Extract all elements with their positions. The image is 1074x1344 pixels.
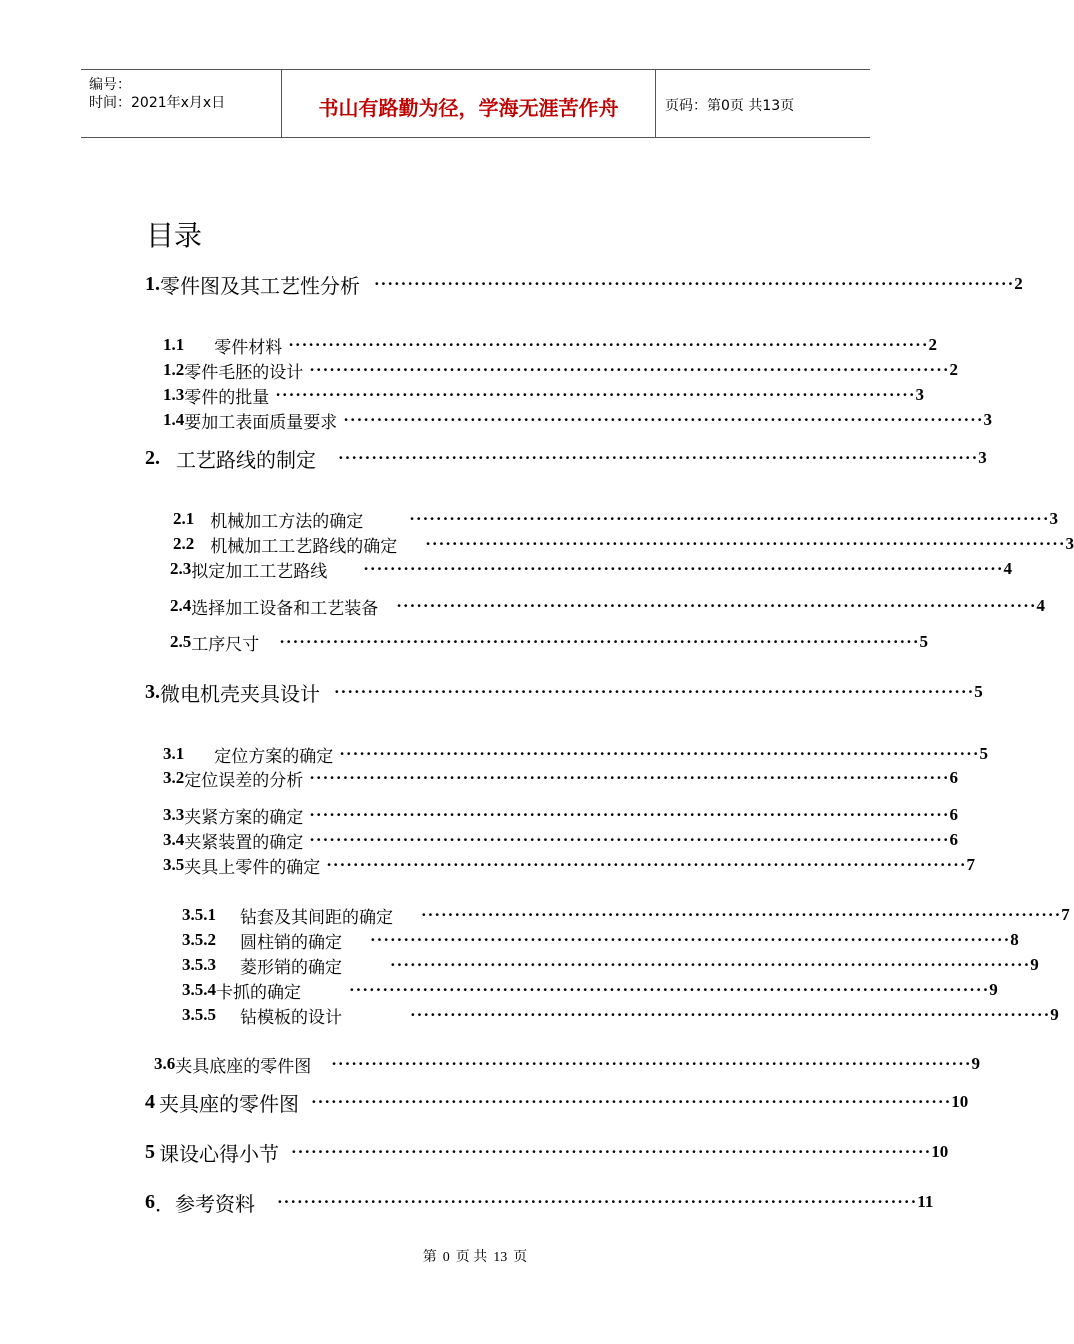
toc-entry[interactable]: 1.1 零件材料 ································································································ 2 [163,334,709,356]
header-page-cell [656,70,870,137]
page-footer [0,1246,950,1266]
toc-entry-number: 4 [145,1090,155,1113]
footer-total-pages: 13 [493,1250,508,1265]
header-meta-cell [81,70,282,137]
toc-entry-text: 钻模板的设计 [240,1007,342,1028]
toc-entry-page: 2 [949,360,959,379]
toc-entry-page: 3 [978,448,987,467]
toc-entry[interactable]: 2.4 选择加工设备和工艺装备 ································································································ 4 [170,595,706,617]
toc-entry-number: 6 [145,1190,155,1213]
page-header [81,69,870,138]
toc-entry-number: 1.1 [163,335,185,354]
toc-entry-number: 3.5.2 [182,930,216,949]
toc-entry-page: 4 [1003,559,1013,578]
toc-entry[interactable]: 1.2 零件毛胚的设计 ································································································ 2 [163,359,709,381]
toc-entry-page: 10 [951,1092,969,1111]
toc-entry[interactable]: 3. 微电机壳夹具设计 ································································································ 5 [145,681,706,703]
toc-entry-page: 4 [1036,596,1046,615]
toc-title: 目录 [146,219,203,252]
toc-entry-number: 3.3 [163,805,185,824]
toc-entry-page: 5 [919,632,929,651]
toc-entry-page: 9 [1050,1005,1059,1024]
toc-entry-text: ．参考资料 [155,1191,255,1216]
toc-entry-text: 零件图及其工艺性分析 [160,273,360,298]
toc-entry-number: 5 [145,1140,155,1163]
toc-entry[interactable]: 2.2 机械加工工艺路线的确定 ································································································ 3 [173,533,709,555]
toc-entry-text: 夹紧装置的确定 [184,832,304,853]
toc-entry-page: 3 [1065,534,1074,553]
header-page-info: 页码：第0页 共13页 [665,98,795,114]
toc-entry-text: 钻套及其间距的确定 [240,907,393,928]
toc-entry-text: 工艺路线的制定 [176,447,316,472]
toc-entry-page: 2 [928,335,938,354]
toc-entry[interactable]: 4 夹具座的零件图 ································································································ 10 [145,1091,711,1113]
toc-entry-page: 6 [949,768,959,787]
toc-entry-number: 3.6 [154,1054,176,1073]
toc-entry[interactable]: 3.3 夹紧方案的确定 ································································································ 6 [163,804,709,826]
toc-entry-number: 3.5.1 [182,905,216,924]
toc-entry-page: 5 [979,744,989,763]
toc-entry-page: 7 [966,855,976,874]
toc-entry[interactable]: 3.5 夹具上零件的确定 ································································································ 7 [163,854,709,876]
toc-entry-text: 零件材料 [214,337,283,358]
toc-entry-page: 11 [917,1192,934,1211]
toc-entry-number: 3.5.4 [182,980,216,999]
toc-entry[interactable]: 3.5.2 圆柱销的确定 ································································································ 8 [182,929,706,951]
toc-entry-page: 10 [931,1142,949,1161]
toc-entry-text: 课设心得小节 [159,1141,279,1166]
toc-entry-page: 9 [971,1054,981,1073]
toc-entry-number: 3. [145,680,160,703]
toc-entry-page: 6 [949,805,959,824]
toc-entry-text: 定位方案的确定 [214,746,334,767]
toc-entry-page: 3 [1049,509,1059,528]
toc-entry[interactable]: 3.5.3 菱形销的确定 ································································································ 9 [182,954,706,976]
toc-entry-number: 1.4 [163,410,185,429]
toc-entry-text: 要加工表面质量要求 [184,412,338,433]
toc-entry-number: 2.3 [170,559,192,578]
toc-entry-text: 零件毛胚的设计 [184,362,304,383]
toc-entry-page: 6 [949,830,959,849]
header-motto: 书山有路勤为径，学海无涯苦作舟 [318,96,619,120]
toc-entry-text: 定位误差的分析 [184,770,304,791]
toc-entry-page: 7 [1061,905,1070,924]
toc-entry-text: 零件的批量 [184,387,270,408]
document-time-label: 时间：2021年x月x日 [89,95,226,111]
toc-entry-number: 3.5.3 [182,955,216,974]
toc-entry[interactable]: 2. 工艺路线的制定 ································································································ 3 [145,447,711,469]
toc-entry-page: 3 [915,385,925,404]
toc-entry-text: 机械加工工艺路线的确定 [210,536,398,557]
footer-prefix: 第 [422,1250,437,1265]
toc-entry-text: 夹具底座的零件图 [175,1056,312,1077]
toc-entry[interactable]: 3.5.1 钻套及其间距的确定 ································································································ 7 [182,904,706,926]
toc-entry-number: 2.5 [170,632,192,651]
toc-entry-text: 夹具座的零件图 [159,1091,299,1116]
toc-entry[interactable]: 3.2 定位误差的分析 ································································································ 6 [163,767,709,789]
toc-entry-text: 微电机壳夹具设计 [160,681,320,706]
toc-entry-number: 2.2 [173,534,195,553]
toc-entry-number: 3.4 [163,830,185,849]
toc-entry[interactable]: 3.5.4 卡抓的确定 ································································································ 9 [182,979,704,1001]
toc-entry-number: 2.1 [173,509,195,528]
toc-entry[interactable]: 5 课设心得小节 ································································································ 10 [145,1141,707,1163]
toc-entry-page: 3 [983,410,993,429]
toc-entry[interactable]: 1.4 要加工表面质量要求 ································································································ 3 [163,409,709,431]
footer-suffix: 页 [513,1250,528,1265]
toc-entry-text: 拟定加工工艺路线 [191,561,328,582]
toc-entry-number: 1.2 [163,360,185,379]
toc-entry-page: 9 [1030,955,1039,974]
toc-entry-page: 2 [1014,274,1023,293]
toc-entry[interactable]: 2.1 机械加工方法的确定 ································································································ 3 [173,508,709,530]
toc-entry-text: 菱形销的确定 [240,957,342,978]
toc-entry-page: 5 [974,682,983,701]
toc-entry-number: 1.3 [163,385,185,404]
toc-entry-page: 9 [989,980,998,999]
header-motto-cell [282,70,656,137]
toc-entry-number: 1. [145,272,160,295]
toc-entry[interactable]: 1.3 零件的批量 ································································································ 3 [163,384,709,406]
toc-entry[interactable]: 2.3 拟定加工工艺路线 ································································································ 4 [170,558,706,580]
toc-entry-number: 3.5 [163,855,185,874]
toc-entry-number: 2.4 [170,596,192,615]
document-number-label: 编号： [89,77,131,93]
footer-middle: 页 共 [455,1250,488,1265]
toc-entry-number: 2. [145,446,160,469]
toc-entry[interactable]: 3.1 定位方案的确定 ································································································ 5 [163,743,709,765]
toc-entry-page: 8 [1010,930,1019,949]
toc-entry[interactable]: 1. 零件图及其工艺性分析 ································································································ 2 [145,273,711,295]
toc-entry-text: 夹紧方案的确定 [184,807,304,828]
toc-entry[interactable]: 3.6 夹具底座的零件图 ································································································ 9 [154,1053,708,1075]
toc-entry-text: 圆柱销的确定 [240,932,342,953]
toc-entry-text: 工序尺寸 [191,634,260,655]
toc-entry-number: 3.2 [163,768,185,787]
toc-entry-text: 机械加工方法的确定 [210,511,364,532]
toc-entry-text: 夹具上零件的确定 [184,857,321,878]
toc-entry-text: 选择加工设备和工艺装备 [191,598,379,619]
footer-current-page: 0 [442,1250,450,1265]
toc-entry[interactable]: 6 ．参考资料 ································································································ 11 [145,1191,710,1213]
toc-entry[interactable]: 3.5.5 钻模板的设计 ································································································ 9 [182,1004,706,1026]
toc-entry-number: 3.5.5 [182,1005,216,1024]
toc-entry[interactable]: 3.4 夹紧装置的确定 ································································································ 6 [163,829,709,851]
toc-entry-text: 卡抓的确定 [216,982,301,1003]
toc-entry[interactable]: 2.5 工序尺寸 ································································································ 5 [170,631,704,653]
toc-entry-number: 3.1 [163,744,185,763]
